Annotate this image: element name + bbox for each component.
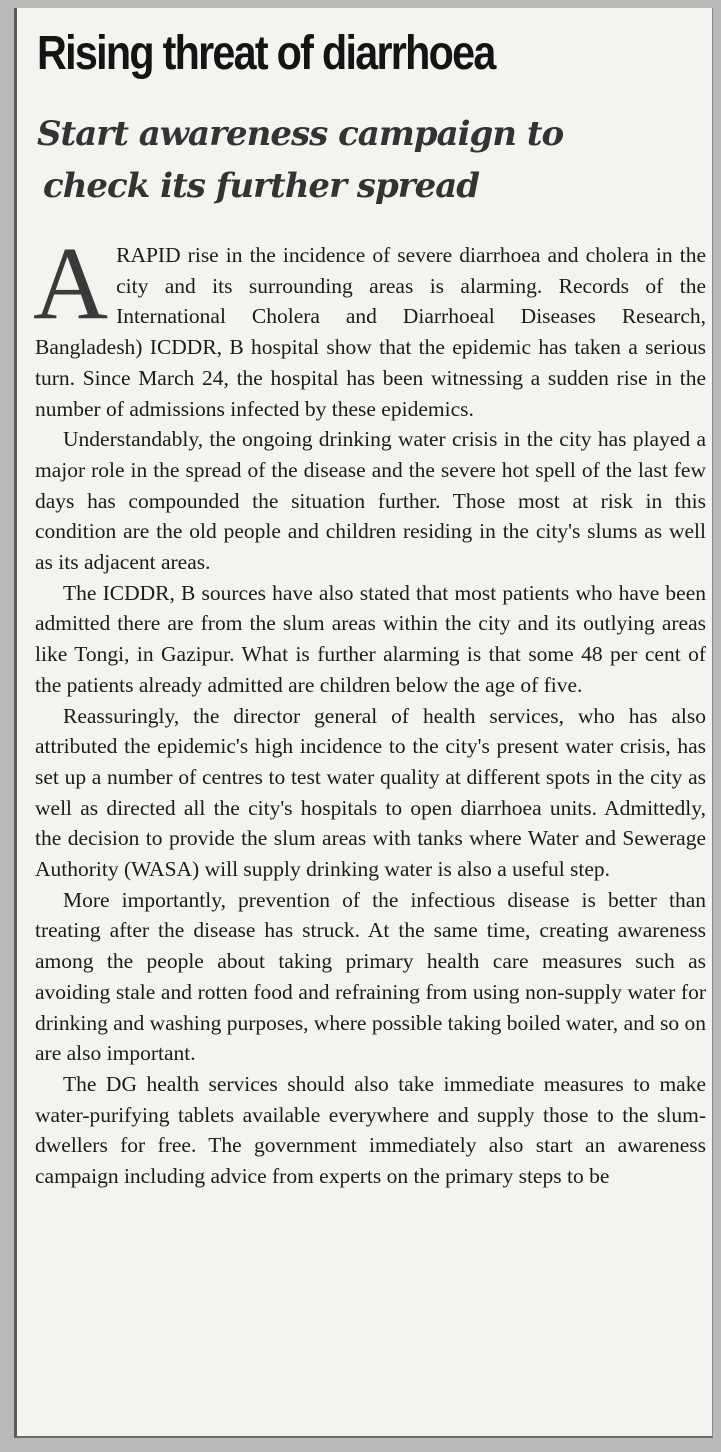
- article-body: [33, 226, 706, 1192]
- paragraph-5: More importantly, prevention of the infectious disease is better than treating after the disease has struck. At the same time, creating awareness among the people about taking primary health care measures such as avoiding stale and rotten food and refraining from using non-supply water for drinking and washing purposes, where possible taking boiled water, and so on are also important.: [35, 887, 706, 1066]
- subheadline-line-2: check its further spread: [43, 166, 480, 206]
- paragraph-1-text: RAPID rise in the incidence of severe diarrhoea and cholera in the city and its surrounding areas is alarming. Records of the International Cholera and Diarrhoeal Diseases Research, Bangladesh) ICDDR, B hospital show that the epidemic has taken a serious turn. Since March 24, the hospital has been witnessing a sudden rise in the number of admissions infected by these epidemics.: [35, 243, 706, 421]
- newspaper-clipping: [14, 8, 713, 1438]
- subheadline: [37, 108, 563, 212]
- paragraph-2: Understandably, the ongoing drinking water crisis in the city has played a major role in the spread of the disease and the severe hot spell of the last few days has compounded the situation further. Those most at risk in this condition are the old people and children residing in the city's slums as well as its adjacent areas.: [35, 427, 706, 575]
- drop-cap: A: [33, 226, 109, 341]
- subheadline-line-1: Start awareness campaign to: [37, 114, 564, 154]
- paragraph-1: [33, 226, 706, 424]
- headline: Rising threat of diarrhoea: [37, 27, 495, 80]
- paragraph-4: Reassuringly, the director general of health services, who has also attributed the epidemic's high incidence to the city's present water crisis, has set up a number of centres to test water quality at different spots in the city as well as directed all the city's hospitals to open diarrhoea units. Admittedly, the decision to provide the slum areas with tanks where Water and Sewerage Authority (WASA) will supply drinking water is also a useful step.: [35, 703, 706, 882]
- paragraph-3: The ICDDR, B sources have also stated that most patients who have been admitted there are from the slum areas within the city and its outlying areas like Tongi, in Gazipur. What is further alarming is that some 48 per cent of the patients already admitted are children below the age of five.: [35, 580, 706, 697]
- paragraph-6: The DG health services should also take immediate measures to make water-purifying tablets available everywhere and supply those to the slum-dwellers for free. The government immediately also start an awareness campaign including advice from experts on the primary steps to be: [35, 1071, 706, 1189]
